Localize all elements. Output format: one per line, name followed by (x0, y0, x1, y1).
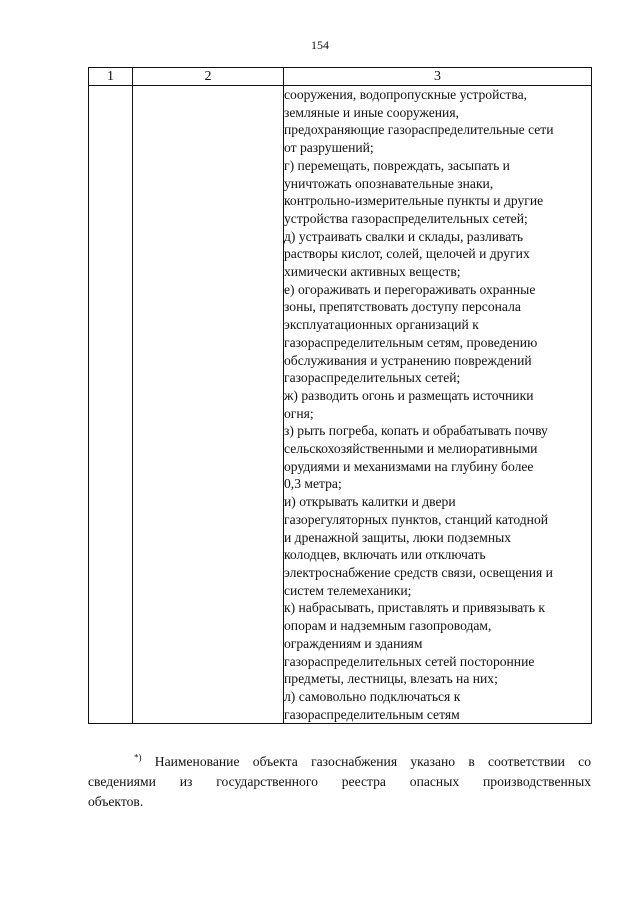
text-line: ограждениям и зданиям (284, 635, 423, 651)
text-line: электроснабжение средств связи, освещения и (284, 564, 553, 580)
footnote-text: Наименование объекта газоснабжения указано в соответствии со (154, 754, 591, 769)
text-line: е) огораживать и перегораживать охранные (284, 281, 536, 297)
text-line: и дренажной защиты, люки подземных (284, 529, 512, 545)
text-line: д) устраивать свалки и склады, разливать (284, 228, 524, 244)
text-line: сельскохозяйственными и мелиоративными (284, 441, 538, 457)
text-line: устройства газораспределительных сетей; (284, 210, 528, 226)
text-line: г) перемещать, повреждать, засыпать и (284, 157, 510, 173)
text-line: з) рыть погреба, копать и обрабатывать почву (284, 423, 548, 439)
text-line: л) самовольно подключаться к (284, 688, 461, 704)
column-header-3: 3 (284, 68, 592, 86)
text-line: газораспределительным сетям, проведению (284, 334, 538, 350)
text-line: газораспределительных сетей; (284, 370, 461, 386)
table-row (89, 86, 592, 724)
text-line: от разрушений; (284, 140, 374, 156)
table-cell-col2 (133, 86, 284, 724)
text-line: опорам и надземным газопроводам, (284, 618, 492, 634)
table-cell-col3 (284, 86, 592, 724)
text-line: сооружения, водопропускные устройства, (284, 87, 528, 102)
text-line: эксплуатационных организаций к (284, 317, 479, 333)
footnote-line (88, 752, 591, 772)
text-line: систем телемеханики; (284, 582, 412, 598)
text-line: к) набрасывать, приставлять и привязывать к (284, 600, 546, 616)
table-cell-col1 (89, 86, 133, 724)
text-line: зоны, препятствовать доступу персонала (284, 299, 521, 315)
text-line: орудиями и механизмами на глубину более (284, 458, 534, 474)
text-line: газораспределительных сетей посторонние (284, 653, 535, 669)
footnote-line: сведениями из государственного реестра опасных производственных (88, 774, 591, 789)
text-line: огня; (284, 405, 314, 421)
document-table (88, 67, 592, 724)
text-line: и) открывать калитки и двери (284, 494, 456, 510)
table-header-row (89, 68, 592, 86)
text-line: предохраняющие газораспределительные сети (284, 122, 554, 138)
text-line: ж) разводить огонь и размещать источники (284, 387, 534, 403)
text-line: уничтожать опознавательные знаки, (284, 175, 494, 191)
footnote (88, 752, 591, 812)
text-line: земляные и иные сооружения, (284, 104, 459, 120)
text-line: обслуживания и устранению повреждений (284, 352, 532, 368)
footnote-line: объектов. (88, 794, 144, 809)
text-line: колодцев, включать или отключать (284, 547, 486, 563)
text-line: 0,3 метра; (284, 476, 342, 492)
column-header-2: 2 (133, 68, 284, 86)
text-line: растворы кислот, солей, щелочей и других (284, 246, 530, 262)
text-line: химически активных веществ; (284, 264, 461, 280)
text-line: газорегуляторных пунктов, станций катодной (284, 511, 549, 527)
text-line: газораспределительным сетям (284, 706, 460, 722)
text-line: предметы, лестницы, влезать на них; (284, 671, 498, 687)
footnote-marker: *) (134, 752, 142, 763)
text-line: контрольно-измерительные пункты и другие (284, 193, 544, 209)
column-header-1: 1 (89, 68, 133, 86)
page-number: 154 (311, 38, 329, 52)
